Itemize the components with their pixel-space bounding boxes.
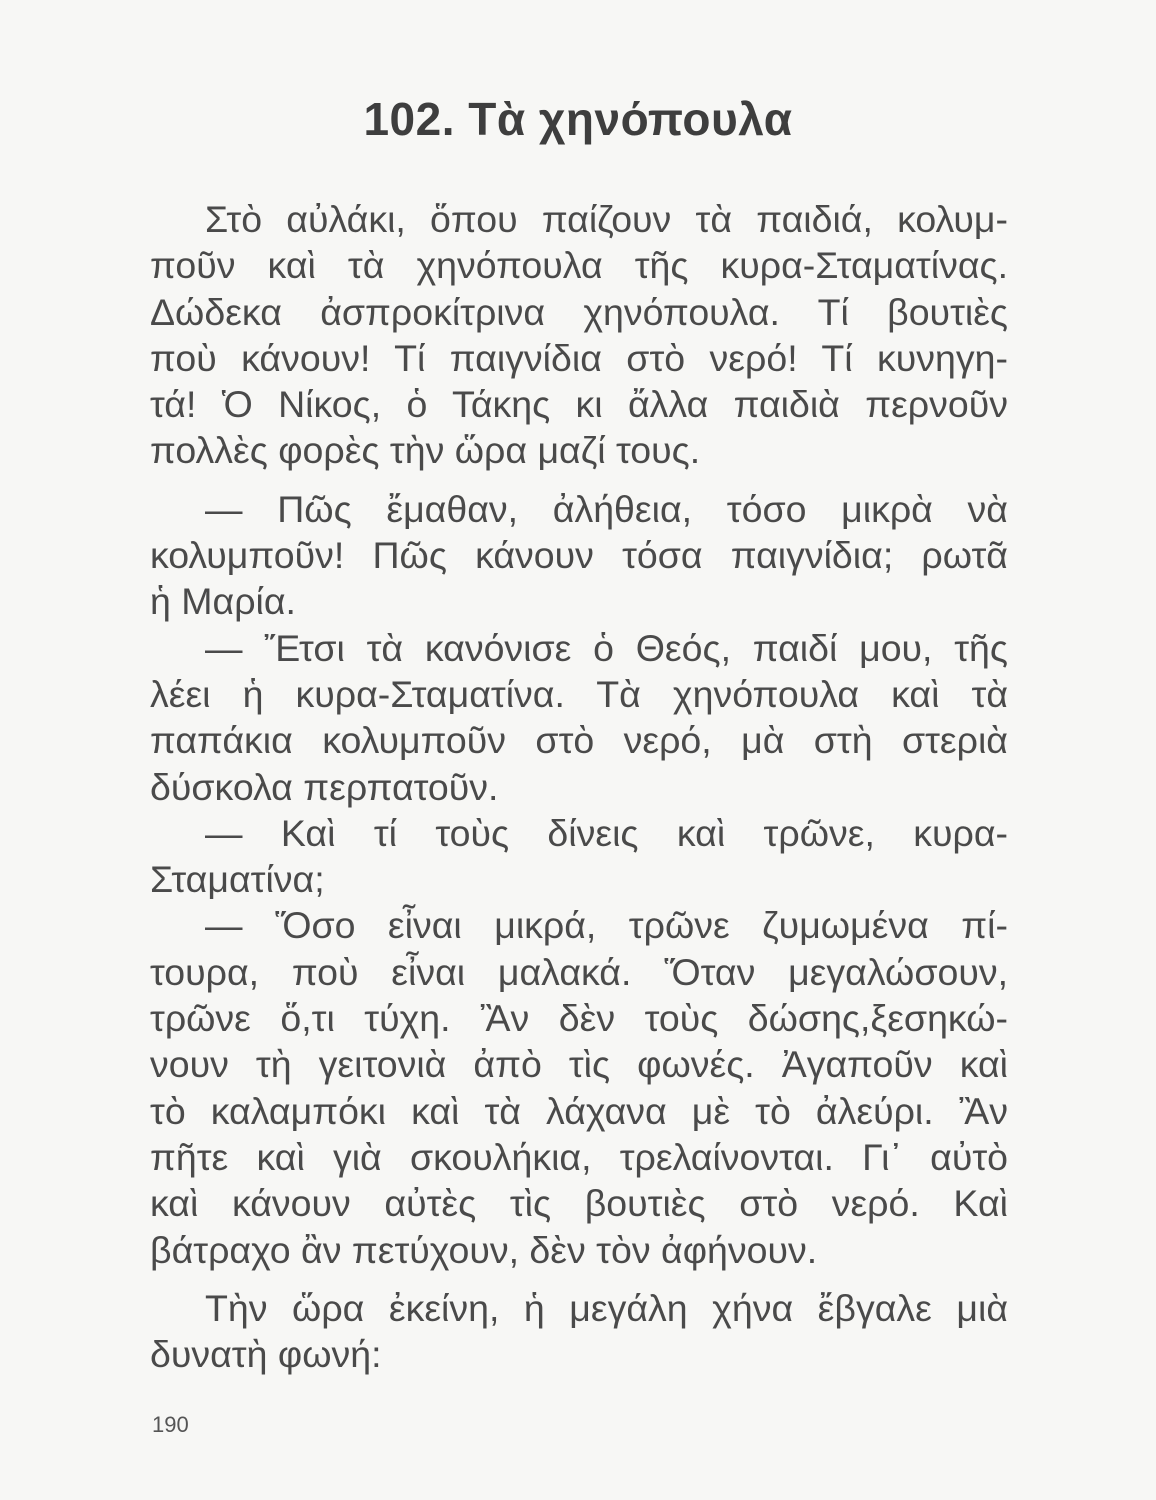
paragraph-4 [150,810,1008,903]
text-line: πολλὲς φορὲς τὴν ὥρα μαζί τους. [150,429,701,472]
paragraph-5 [150,902,1008,1272]
text-line: Σταματίνα; [150,858,325,901]
text-line: Δώδεκα ἀσπροκίτρινα χηνόπουλα. Τί βουτιὲς [150,290,1008,333]
paragraph-gap [150,1273,1008,1285]
text-line: — Πῶς ἔμαθαν, ἀλήθεια, τόσο μικρὰ νὰ [205,487,1008,530]
text-line: ποὺ κάνουν! Τί παιγνίδια στὸ νερό! Τί κυνηγη- [150,336,1008,379]
text-line: τουρα, ποὺ εἶναι μαλακά. Ὅταν μεγαλώσουν, [150,950,1008,993]
paragraph-6 [150,1285,1008,1378]
text-line: τά! Ὁ Νίκος, ὁ Τάκης κι ἄλλα παιδιὰ περνοῦν [150,383,1008,426]
text-line: πῆτε καὶ γιὰ σκουλήκια, τρελαίνονται. Γι᾽ αὐτὸ [150,1135,1008,1178]
text-line: τὸ καλαμπόκι καὶ τὰ λάχανα μὲ τὸ ἀλεύρι. Ἂν [150,1089,1008,1132]
text-line: ποῦν καὶ τὰ χηνόπουλα τῆς κυρα-Σταματίνας. [150,244,1008,287]
text-line: τρῶνε ὅ,τι τύχη. Ἂν δὲν τοὺς δώσης,ξεσηκώ- [150,997,1008,1040]
text-line: κολυμποῦν! Πῶς κάνουν τόσα παιγνίδια; ρωτᾶ [150,534,1008,577]
text-line: Τὴν ὥρα ἐκείνη, ἡ μεγάλη χήνα ἔβγαλε μιὰ [205,1286,1008,1329]
text-line: Στὸ αὐλάκι, ὅπου παίζουν τὰ παιδιά, κολυμ- [205,198,1008,240]
text-line: λέει ἡ κυρα-Σταματίνα. Τὰ χηνόπουλα καὶ τὰ [150,672,1008,715]
text-line: — Καὶ τί τοὺς δίνεις καὶ τρῶνε, κυρα- [205,811,1008,854]
text-line: νουν τὴ γειτονιὰ ἀπὸ τὶς φωνές. Ἀγαποῦν καὶ [150,1043,1008,1086]
paragraph-gap [150,474,1008,486]
text-line: δυνατὴ φωνή: [150,1333,382,1376]
text-line: ἡ Μαρία. [150,580,296,623]
text-line: παπάκια κολυμποῦν στὸ νερό, μὰ στὴ στεριὰ [150,719,1008,762]
text-line: δύσκολα περπατοῦν. [150,765,499,808]
chapter-title: 102. Τὰ χηνόπουλα [363,93,793,145]
paragraph-3 [150,625,1008,810]
text-line: — Ὅσο εἶναι μικρά, τρῶνε ζυμωμένα πί- [205,904,1008,947]
body-text [150,196,1008,1377]
text-line: καὶ κάνουν αὐτὲς τὶς βουτιὲς στὸ νερό. Καὶ [150,1182,1008,1225]
text-line: — Ἔτσι τὰ κανόνισε ὁ Θεός, παιδί μου, τῆς [205,626,1008,669]
page-number: 190 [152,1412,189,1437]
paragraph-2 [150,486,1008,625]
paragraph-1 [150,196,1008,474]
text-line: βάτραχο ἂν πετύχουν, δὲν τὸν ἀφήνουν. [150,1228,818,1271]
